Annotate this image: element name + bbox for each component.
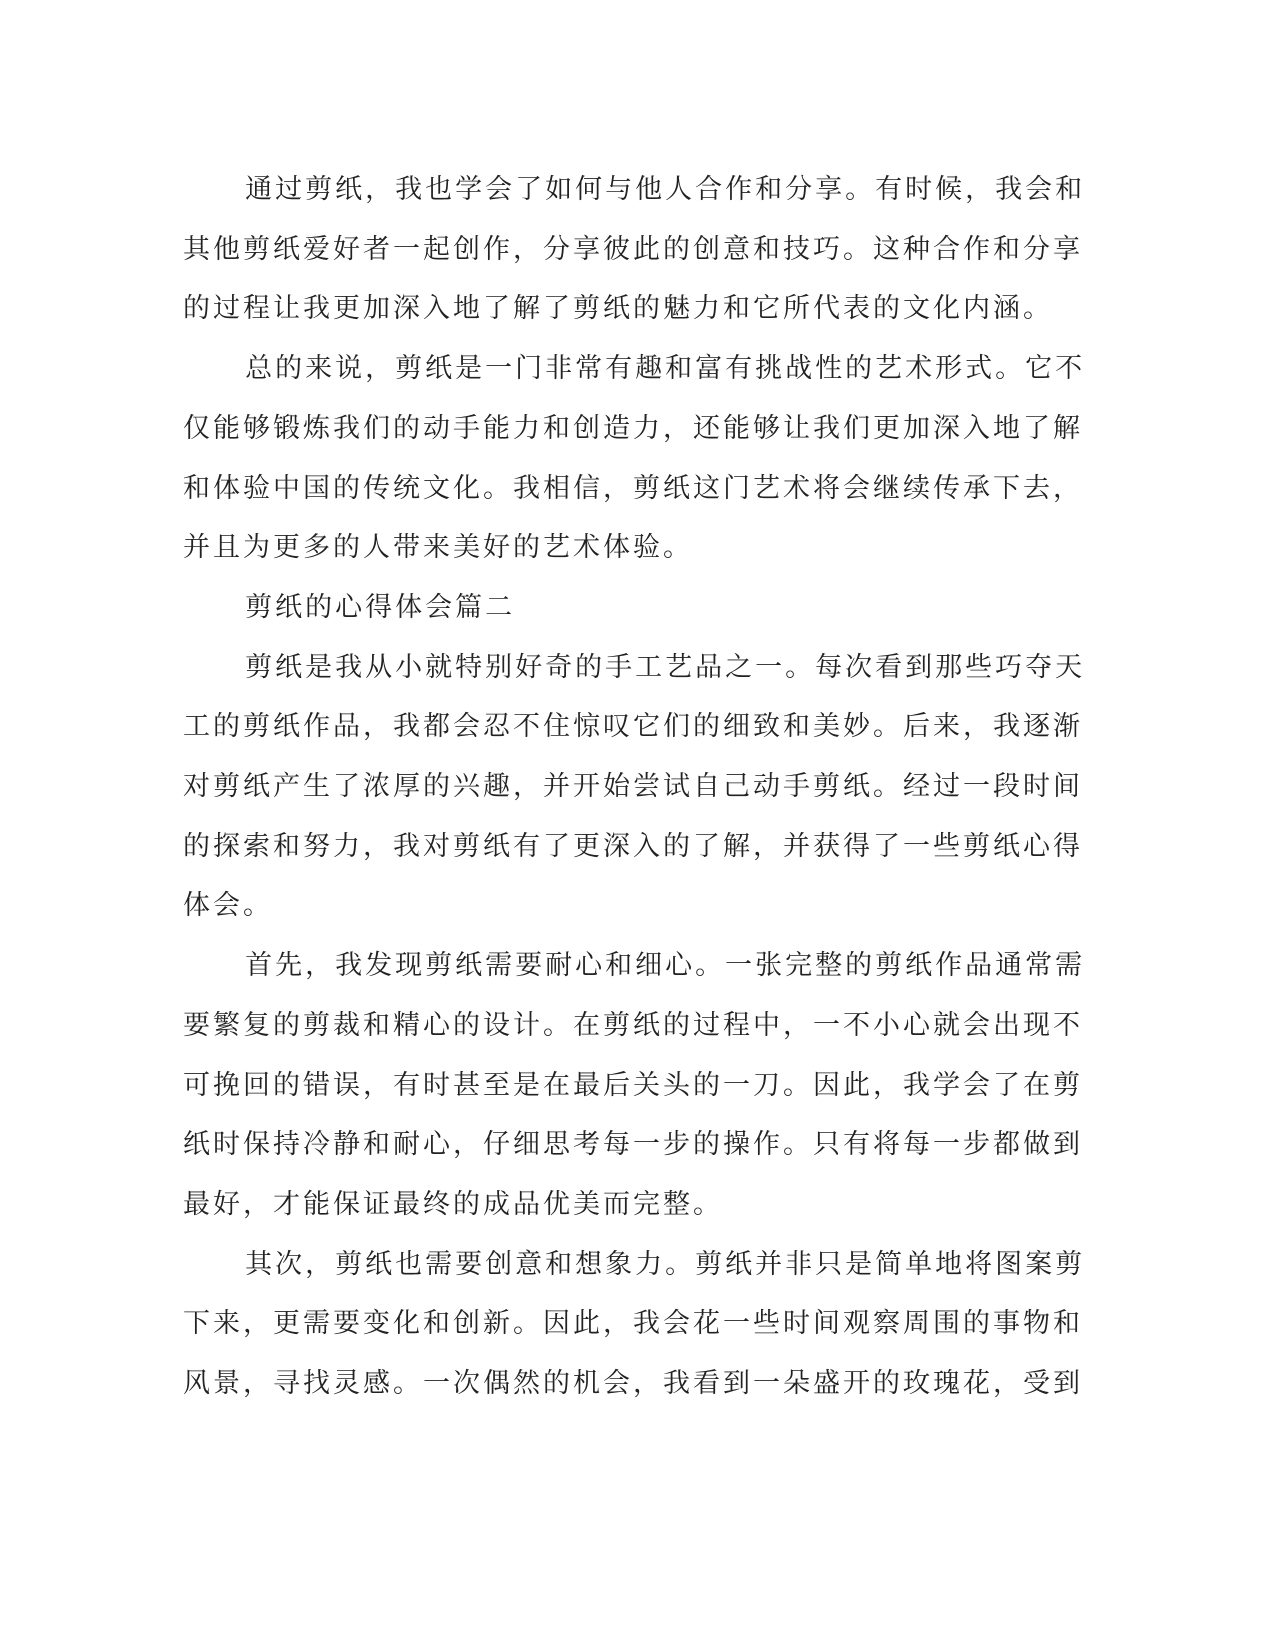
paragraph-5 xyxy=(183,1235,1086,1414)
text-line: 对剪纸产生了浓厚的兴趣，并开始尝试自己动手剪纸。经过一段时间 xyxy=(183,771,1083,803)
text-line: 最好，才能保证最终的成品优美而完整。 xyxy=(183,1188,723,1220)
text-line: 和体验中国的传统文化。我相信，剪纸这门艺术将会继续传承下去， xyxy=(183,472,1083,504)
paragraph-2 xyxy=(183,339,1086,578)
text-line: 工的剪纸作品，我都会忍不住惊叹它们的细致和美妙。后来，我逐渐 xyxy=(183,711,1083,743)
text-line: 仅能够锻炼我们的动手能力和创造力，还能够让我们更加深入地了解 xyxy=(183,412,1083,444)
text-line: 的探索和努力，我对剪纸有了更深入的了解，并获得了一些剪纸心得 xyxy=(183,830,1083,862)
document-body xyxy=(183,160,1086,1414)
text-line: 通过剪纸，我也学会了如何与他人合作和分享。有时候，我会和 xyxy=(245,174,1086,205)
text-line: 的过程让我更加深入地了解了剪纸的魅力和它所代表的文化内涵。 xyxy=(183,293,1053,325)
heading-text: 剪纸的心得体会篇二 xyxy=(245,591,516,623)
text-line: 其他剪纸爱好者一起创作，分享彼此的创意和技巧。这种合作和分享 xyxy=(183,233,1083,265)
text-line: 总的来说，剪纸是一门非常有趣和富有挑战性的艺术形式。它不 xyxy=(245,353,1086,385)
paragraph-3 xyxy=(183,638,1086,937)
text-line: 纸时保持冷静和耐心，仔细思考每一步的操作。只有将每一步都做到 xyxy=(183,1129,1083,1161)
paragraph-4 xyxy=(183,936,1086,1235)
text-line: 可挽回的错误，有时甚至是在最后关头的一刀。因此，我学会了在剪 xyxy=(183,1069,1083,1101)
paragraph-1 xyxy=(183,160,1086,339)
text-line: 体会。 xyxy=(183,890,273,922)
text-line: 剪纸是我从小就特别好奇的手工艺品之一。每次看到那些巧夺天 xyxy=(245,651,1086,683)
text-line: 下来，更需要变化和创新。因此，我会花一些时间观察周围的事物和 xyxy=(183,1308,1083,1340)
text-line: 首先，我发现剪纸需要耐心和细心。一张完整的剪纸作品通常需 xyxy=(245,950,1086,982)
section-heading xyxy=(183,578,1028,638)
text-line: 要繁复的剪裁和精心的设计。在剪纸的过程中，一不小心就会出现不 xyxy=(183,1009,1083,1041)
text-line: 风景，寻找灵感。一次偶然的机会，我看到一朵盛开的玫瑰花，受到 xyxy=(183,1368,1083,1400)
text-line: 并且为更多的人带来美好的艺术体验。 xyxy=(183,532,693,564)
text-line: 其次，剪纸也需要创意和想象力。剪纸并非只是简单地将图案剪 xyxy=(245,1248,1086,1280)
